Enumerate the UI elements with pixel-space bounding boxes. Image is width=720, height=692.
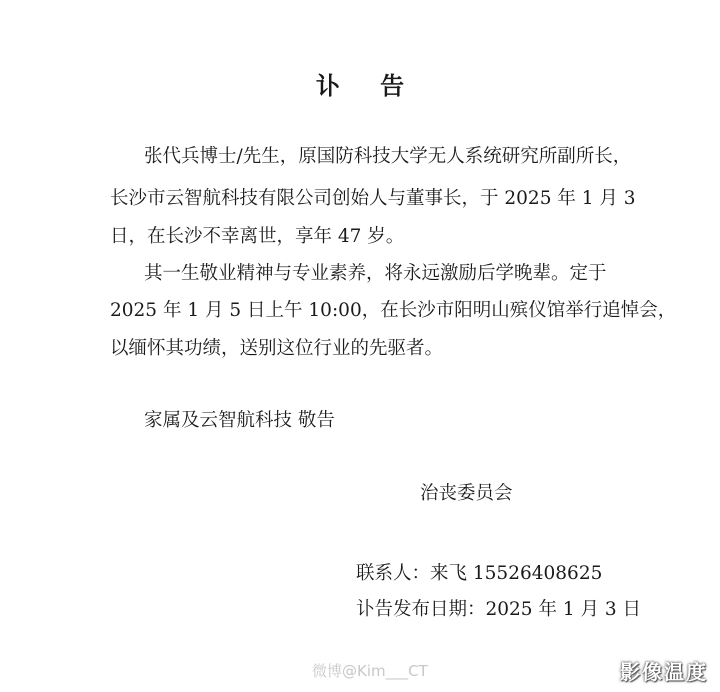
paragraph-1-line-2: 长沙市云智航科技有限公司创始人与董事长，于 2025 年 1 月 3 (110, 188, 636, 209)
signoff-line: 家属及云智航科技 敬告 (144, 410, 335, 431)
paragraph-2-line-1: 其一生敬业精神与专业素养，将永远激励后学晚辈。定于 (144, 263, 607, 284)
paragraph-2-line-3: 以缅怀其功绩，送别这位行业的先驱者。 (110, 338, 444, 359)
contact-line: 联系人：来飞 15526408625 (356, 563, 603, 584)
weibo-watermark: 微博@Kim___CT (312, 662, 428, 680)
paragraph-1-line-3: 日，在长沙不幸离世，享年 47 岁。 (110, 226, 405, 247)
paragraph-1-line-1: 张代兵博士/先生，原国防科技大学无人系统研究所副所长， (144, 146, 632, 167)
paragraph-2-line-2: 2025 年 1 月 5 日上午 10:00，在长沙市阳明山殡仪馆举行追悼会， (110, 300, 677, 321)
committee-name: 治丧委员会 (420, 483, 513, 504)
publish-date-line: 讣告发布日期：2025 年 1 月 3 日 (356, 599, 642, 620)
page-title: 讣 告 (315, 72, 421, 100)
brand-watermark: 影像温度 (620, 660, 708, 684)
